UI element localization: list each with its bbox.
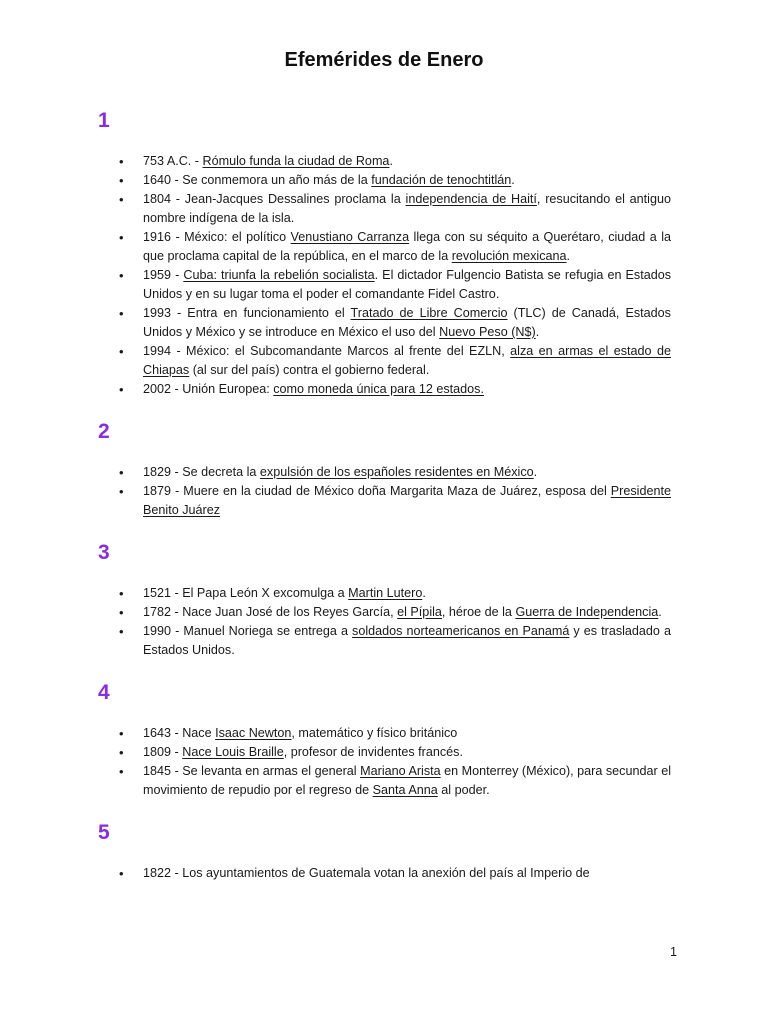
event-text: . El dictador Fulgencio Batista se refugia en Estados Unidos y en su lugar toma el poder el comandante Fidel Castro. bbox=[143, 268, 672, 301]
page-title: Efemérides de Enero bbox=[284, 49, 484, 71]
event-text: 1879 - Muere en la ciudad de México doña Margarita Maza de Juárez, esposa del bbox=[143, 484, 611, 498]
event-link[interactable]: Nace Louis Braille bbox=[182, 745, 284, 759]
event-link[interactable]: Venustiano Carranza bbox=[290, 230, 410, 244]
event-item bbox=[97, 304, 671, 342]
event-text: , profesor de invidentes francés. bbox=[283, 745, 463, 759]
event-text: , matemático y físico británico bbox=[291, 726, 458, 740]
event-link[interactable]: Guerra de Independencia bbox=[515, 605, 659, 619]
event-text: 1990 - Manuel Noriega se entrega a bbox=[143, 624, 353, 638]
event-text: en Monterrey (México), para secundar el movimiento de repudio por el regreso de bbox=[143, 764, 671, 797]
event-text: . bbox=[422, 586, 426, 600]
event-link[interactable]: Mariano Arista bbox=[360, 764, 441, 778]
event-item bbox=[97, 152, 671, 171]
event-text: 1845 - Se levanta en armas el general bbox=[143, 764, 361, 778]
event-text: . bbox=[535, 325, 540, 339]
event-text: 1809 - bbox=[143, 745, 183, 759]
event-text: (al sur del país) contra el gobierno federal. bbox=[189, 363, 430, 377]
event-link[interactable]: Martin Lutero bbox=[348, 586, 423, 600]
event-item bbox=[97, 724, 671, 743]
event-item bbox=[97, 463, 671, 482]
day-heading: 3 bbox=[98, 541, 110, 564]
event-link[interactable]: Tratado de Libre Comercio bbox=[350, 306, 508, 320]
event-link[interactable]: soldados norteamericanos en Panamá bbox=[352, 624, 570, 638]
document-body bbox=[97, 106, 671, 901]
event-list bbox=[97, 152, 671, 399]
event-item bbox=[97, 482, 671, 520]
event-text: llega con su séquito a Querétaro, ciudad a la que proclama capital de la república, en el marco de la bbox=[143, 230, 671, 263]
event-item bbox=[97, 603, 671, 622]
event-text: 1993 - Entra en funcionamiento el bbox=[143, 306, 351, 320]
event-list bbox=[97, 584, 671, 660]
event-item bbox=[97, 622, 671, 660]
event-text: 1643 - Nace bbox=[143, 726, 216, 740]
event-text: 1916 - México: el político bbox=[143, 230, 291, 244]
event-text: 1959 - bbox=[143, 268, 184, 282]
event-text: . bbox=[389, 154, 393, 168]
event-text: , resucitando el antiguo nombre indígena de la isla. bbox=[143, 192, 671, 225]
event-link[interactable]: Rómulo funda la ciudad de Roma bbox=[202, 154, 390, 168]
event-link[interactable]: el Pípila bbox=[397, 605, 442, 619]
event-text: 1994 - México: el Subcomandante Marcos al frente del EZLN, bbox=[143, 344, 511, 358]
event-link[interactable]: Santa Anna bbox=[372, 783, 438, 797]
page-number: 1 bbox=[669, 945, 677, 959]
event-text: . bbox=[511, 173, 515, 187]
event-link[interactable]: como moneda única para 12 estados. bbox=[273, 382, 484, 396]
event-link[interactable]: Cuba: triunfa la rebelión socialista bbox=[183, 268, 375, 282]
event-text: (TLC) de Canadá, Estados Unidos y México y se introduce en México el uso del bbox=[143, 306, 671, 339]
event-text: 1782 - Nace Juan José de los Reyes García, bbox=[143, 605, 398, 619]
event-item bbox=[97, 190, 671, 228]
event-item bbox=[97, 228, 671, 266]
event-link[interactable]: Benito Juárez bbox=[143, 503, 221, 517]
event-link[interactable]: revolución mexicana bbox=[451, 249, 567, 263]
event-item bbox=[97, 762, 671, 800]
event-item bbox=[97, 584, 671, 603]
event-text: 753 A.C. - bbox=[143, 154, 203, 168]
event-text: 1829 - Se decreta la bbox=[143, 465, 260, 479]
event-text: . bbox=[533, 465, 538, 479]
event-link[interactable]: fundación de tenochtitlán bbox=[371, 173, 512, 187]
event-item bbox=[97, 380, 671, 399]
event-list bbox=[97, 724, 671, 800]
event-item bbox=[97, 342, 671, 380]
event-link[interactable]: Nuevo Peso (N$) bbox=[439, 325, 536, 339]
event-item bbox=[97, 743, 671, 762]
event-link[interactable]: expulsión de los españoles residentes en México bbox=[259, 465, 534, 479]
event-link[interactable]: independencia de Haití bbox=[405, 192, 537, 206]
event-list bbox=[97, 864, 671, 883]
event-text: . bbox=[566, 249, 571, 263]
event-item bbox=[97, 864, 671, 883]
day-heading: 5 bbox=[98, 821, 110, 844]
event-link[interactable]: alza en armas el estado de Chiapas bbox=[143, 344, 671, 377]
day-heading: 2 bbox=[98, 420, 110, 443]
event-link[interactable]: Presidente bbox=[610, 484, 671, 498]
event-link[interactable]: Isaac Newton bbox=[215, 726, 292, 740]
event-list bbox=[97, 463, 671, 520]
event-text: 2002 - Unión Europea: bbox=[143, 382, 274, 396]
event-text: . bbox=[658, 605, 662, 619]
event-item bbox=[97, 171, 671, 190]
event-text: y es trasladado a Estados Unidos. bbox=[143, 624, 672, 657]
event-text: 1521 - El Papa León X excomulga a bbox=[143, 586, 349, 600]
event-text: 1640 - Se conmemora un año más de la bbox=[143, 173, 372, 187]
day-heading: 4 bbox=[98, 681, 110, 704]
event-text: al poder. bbox=[437, 783, 490, 797]
event-item bbox=[97, 266, 671, 304]
event-text: 1822 - Los ayuntamientos de Guatemala votan la anexión del país al Imperio de bbox=[143, 866, 590, 880]
day-heading: 1 bbox=[98, 109, 110, 132]
event-text: , héroe de la bbox=[441, 605, 516, 619]
event-text: 1804 - Jean-Jacques Dessalines proclama la bbox=[143, 192, 406, 206]
